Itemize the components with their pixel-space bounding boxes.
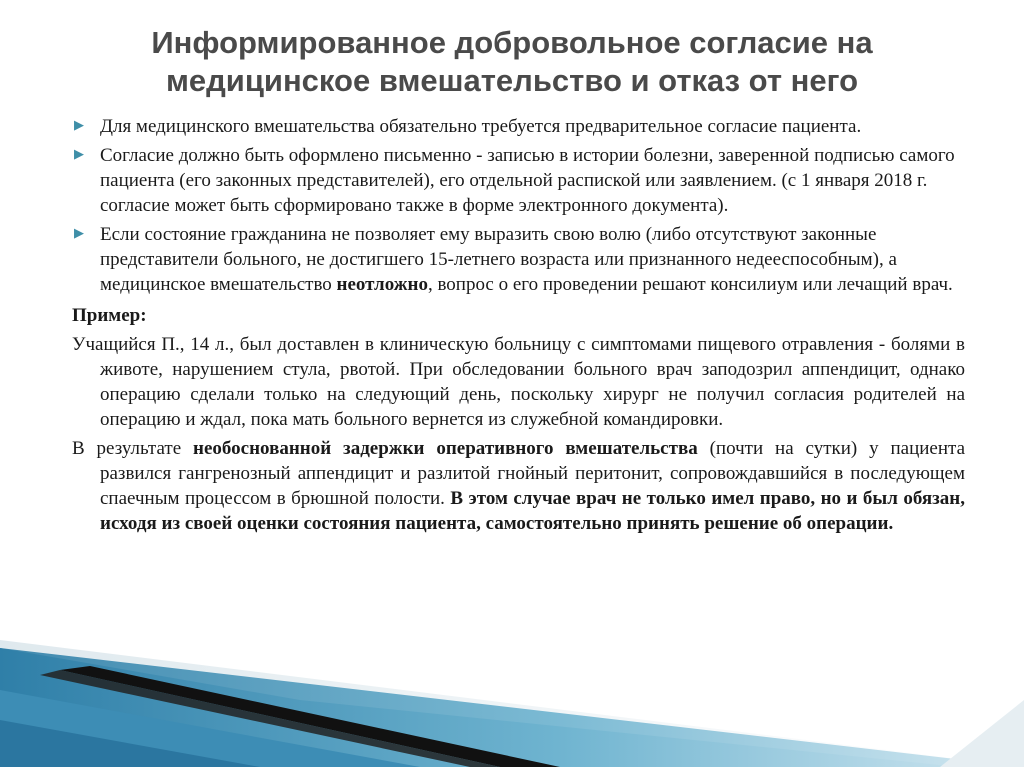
result-bold-1: необоснованной задержки оперативного вмешательства — [193, 438, 698, 459]
example-heading: Пример: — [72, 305, 147, 326]
bullet-text: Для медицинского вмешательства обязательно требуется предварительное согласие пациента. — [100, 116, 862, 137]
title-line-1: Информированное добровольное согласие на — [151, 25, 873, 60]
list-item — [72, 114, 965, 139]
bullet-text-pre: Если состояние гражданина не позволяет ему выразить свою волю (либо отсутствуют законные представители больного, не достигшего 15-летнего возраста или признанного недееспособным), а медицинское вмешательство — [100, 224, 897, 295]
example-text: Учащийся П., 14 л., был доставлен в клиническую больницу с симптомами пищевого отравления - болями в животе, нарушением стула, рвотой. При обследовании больного врач заподозрил аппендицит, однако операцию сделали только на следующий день, поскольку хирург не получил согласия родителей на операцию и ждал, пока мать больного вернется из служебной командировки. — [72, 334, 965, 430]
decor-page-curl — [940, 700, 1024, 767]
triangle-right-icon: ▶ — [74, 147, 84, 162]
content-body — [72, 114, 965, 536]
list-item — [72, 143, 965, 218]
page-title — [60, 24, 964, 100]
result-bold-2: В этом случае врач не только имел право, но и был обязан, исходя из своей оценки состояния пациента, самостоятельно принять решение об операции. — [100, 488, 965, 534]
triangle-right-icon: ▶ — [74, 118, 84, 133]
bullet-text-post: , вопрос о его проведении решают консилиум или лечащий врач. — [427, 274, 953, 295]
bullet-text: Согласие должно быть оформлено письменно - записью в истории болезни, заверенной подписью самого пациента (его законных представителей), его отдельной распиской или заявлением. (с 1 января 2018 г. согласие может быть сформировано также в форме электронного документа). — [100, 145, 955, 216]
result-text — [72, 436, 965, 536]
triangle-right-icon: ▶ — [74, 226, 84, 241]
result-mid: (почти на сутки) у пациента развился гангренозный аппендицит и разлитой гнойный перитонит, сопровождавшийся в последующем спаечным процессом в брюшной полости. — [100, 438, 965, 509]
list-item — [72, 222, 965, 297]
bullet-text-bold: неотложно — [336, 274, 428, 295]
decor-grey-sweep — [0, 640, 1024, 767]
decor-black-stripe — [60, 666, 560, 767]
result-pre: В результате — [72, 438, 194, 459]
decor-blue-band — [0, 648, 960, 767]
title-line-2: медицинское вмешательство и отказ от него — [165, 63, 859, 98]
